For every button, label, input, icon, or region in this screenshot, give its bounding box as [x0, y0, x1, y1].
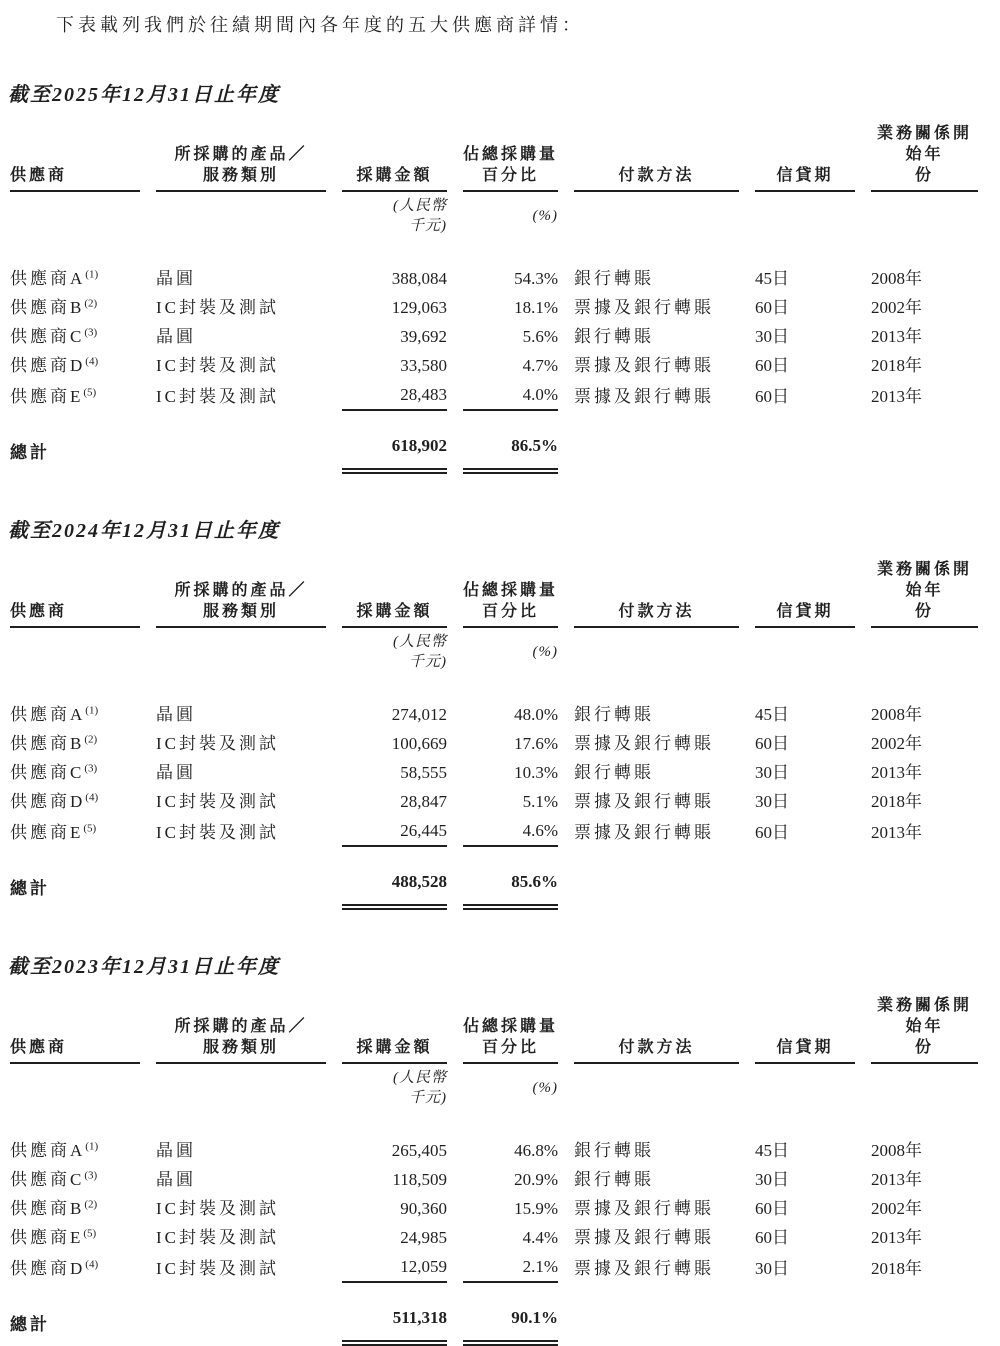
- intro-paragraph: 下表載列我們於往績期間內各年度的五大供應商詳情：: [56, 15, 584, 35]
- supplier-name: 供應商E: [10, 1228, 84, 1247]
- total-percentage: 90.1%: [463, 1299, 558, 1346]
- supplier-cell: [10, 787, 140, 816]
- sections-container: [0, 78, 1000, 1346]
- footnote-marker: (2): [84, 1198, 98, 1211]
- year-cell: 2013年: [871, 1228, 922, 1247]
- col-header-credit-label: 信貸期: [776, 167, 834, 184]
- suppliers-table: [0, 995, 994, 1346]
- category-cell: IC封裝及測試: [156, 298, 279, 317]
- footnote-marker: (4): [85, 355, 99, 368]
- spacer-row: [10, 236, 978, 264]
- footnote-marker: (2): [84, 297, 98, 310]
- year-cell: 2018年: [871, 356, 922, 375]
- supplier-cell: [10, 729, 140, 758]
- amount-unit: [342, 192, 447, 236]
- year-cell: 2002年: [871, 298, 922, 317]
- col-header-amount: [342, 995, 447, 1064]
- col-header-payment: [574, 995, 739, 1064]
- year-section: [0, 514, 1000, 910]
- footnote-marker: (1): [85, 268, 99, 281]
- percentage-cell: 17.6%: [514, 734, 558, 753]
- supplier-cell: [10, 1252, 140, 1283]
- supplier-row: [10, 816, 978, 847]
- supplier-cell: [10, 351, 140, 380]
- category-cell: 晶圓: [156, 763, 196, 782]
- supplier-row: [10, 758, 978, 787]
- col-header-credit: [755, 123, 855, 192]
- footnote-marker: (3): [84, 326, 98, 339]
- total-row: [10, 1299, 978, 1346]
- footnote-marker: (5): [83, 822, 97, 835]
- payment-cell: 票據及銀行轉賬: [574, 387, 714, 406]
- supplier-cell: [10, 380, 140, 411]
- credit-cell: 60日: [755, 298, 789, 317]
- supplier-row: [10, 787, 978, 816]
- amount-unit-line2: 千元): [409, 218, 447, 234]
- total-amount: 488,528: [342, 863, 447, 910]
- col-header-credit-label: 信貸期: [776, 603, 834, 620]
- year-cell: 2018年: [871, 792, 922, 811]
- amount-cell: 33,580: [400, 356, 447, 375]
- col-header-percentage: [463, 559, 558, 628]
- col-header-start-year-line1: 業務關係開始年: [876, 997, 972, 1035]
- col-header-percentage-line1: 佔總採購量: [463, 1018, 559, 1035]
- col-header-supplier: [10, 123, 140, 192]
- col-header-payment-label: 付款方法: [618, 167, 695, 184]
- supplier-row: [10, 1165, 978, 1194]
- supplier-rows: [10, 700, 978, 847]
- payment-cell: 銀行轉賬: [574, 705, 654, 724]
- year-cell: 2018年: [871, 1259, 922, 1278]
- supplier-row: [10, 1252, 978, 1283]
- amount-cell: 26,445: [342, 816, 447, 847]
- col-header-supplier: [10, 559, 140, 628]
- amount-unit-line1: (人民幣: [393, 198, 447, 214]
- percentage-cell: 4.7%: [522, 356, 558, 375]
- col-header-supplier-label: 供應商: [10, 167, 68, 184]
- credit-cell: 30日: [755, 1259, 789, 1278]
- year-cell: 2008年: [871, 705, 922, 724]
- spacer-row: [10, 847, 978, 863]
- amount-unit-line2: 千元): [409, 654, 447, 670]
- supplier-cell: [10, 1223, 140, 1252]
- credit-cell: 60日: [755, 823, 789, 842]
- year-cell: 2008年: [871, 1141, 922, 1160]
- amount-cell: 24,985: [400, 1228, 447, 1247]
- supplier-name: 供應商E: [10, 823, 84, 842]
- supplier-row: [10, 1136, 978, 1165]
- credit-cell: 30日: [755, 792, 789, 811]
- amount-unit-line2: 千元): [409, 1090, 447, 1106]
- payment-cell: 票據及銀行轉賬: [574, 298, 714, 317]
- supplier-row: [10, 322, 978, 351]
- spacer-row: [10, 1283, 978, 1299]
- footnote-marker: (5): [83, 1227, 97, 1240]
- supplier-cell: [10, 264, 140, 293]
- year-cell: 2013年: [871, 763, 922, 782]
- col-header-percentage: [463, 123, 558, 192]
- supplier-cell: [10, 816, 140, 847]
- total-label: 總計: [10, 879, 50, 898]
- supplier-name: 供應商C: [10, 1170, 85, 1189]
- footnote-marker: (4): [85, 791, 99, 804]
- supplier-name: 供應商D: [10, 792, 86, 811]
- units-row: [10, 628, 978, 672]
- section-title: 截至2024年12月31日止年度: [8, 520, 280, 542]
- table-header-row: [10, 123, 978, 192]
- col-header-start-year-line1: 業務關係開始年: [876, 561, 972, 599]
- percentage-cell: 4.4%: [522, 1228, 558, 1247]
- col-header-percentage-line2: 百分比: [481, 603, 539, 620]
- year-section: [0, 950, 1000, 1346]
- total-label: 總計: [10, 443, 50, 462]
- category-cell: 晶圓: [156, 1170, 196, 1189]
- amount-cell: 118,509: [392, 1170, 447, 1189]
- credit-cell: 45日: [755, 269, 789, 288]
- supplier-name: 供應商B: [10, 734, 85, 753]
- percentage-unit: (%): [532, 208, 558, 224]
- credit-cell: 30日: [755, 327, 789, 346]
- year-cell: 2013年: [871, 327, 922, 346]
- year-cell: 2002年: [871, 1199, 922, 1218]
- amount-cell: 28,847: [400, 792, 447, 811]
- payment-cell: 銀行轉賬: [574, 1141, 654, 1160]
- percentage-cell: 15.9%: [514, 1199, 558, 1218]
- col-header-supplier-label: 供應商: [10, 1039, 68, 1056]
- col-header-percentage-line1: 佔總採購量: [463, 582, 559, 599]
- supplier-row: [10, 1194, 978, 1223]
- units-row: [10, 1064, 978, 1108]
- year-cell: 2013年: [871, 387, 922, 406]
- total-percentage: 85.6%: [463, 863, 558, 910]
- section-title: 截至2025年12月31日止年度: [8, 84, 280, 106]
- payment-cell: 票據及銀行轉賬: [574, 1259, 714, 1278]
- supplier-name: 供應商B: [10, 298, 85, 317]
- total-row: [10, 863, 978, 910]
- amount-cell: 388,084: [391, 269, 447, 288]
- total-percentage: 86.5%: [463, 427, 558, 474]
- amount-cell: 274,012: [391, 705, 447, 724]
- category-cell: 晶圓: [156, 1141, 196, 1160]
- percentage-cell: 5.1%: [522, 792, 558, 811]
- total-section: [10, 411, 978, 474]
- percentage-cell: 10.3%: [514, 763, 558, 782]
- percentage-cell: 2.1%: [463, 1252, 558, 1283]
- col-header-payment: [574, 123, 739, 192]
- supplier-row: [10, 264, 978, 293]
- credit-cell: 45日: [755, 705, 789, 724]
- footnote-marker: (5): [83, 386, 97, 399]
- col-header-supplier-label: 供應商: [10, 603, 68, 620]
- section-title: 截至2023年12月31日止年度: [8, 956, 280, 978]
- payment-cell: 票據及銀行轉賬: [574, 734, 714, 753]
- total-section: [10, 1283, 978, 1346]
- category-cell: IC封裝及測試: [156, 356, 279, 375]
- spacer-row: [10, 411, 978, 427]
- amount-unit-line1: (人民幣: [393, 1070, 447, 1086]
- total-amount: 511,318: [342, 1299, 447, 1346]
- percentage-cell: 5.6%: [522, 327, 558, 346]
- payment-cell: 銀行轉賬: [574, 269, 654, 288]
- footnote-marker: (1): [85, 1140, 99, 1153]
- category-cell: 晶圓: [156, 705, 196, 724]
- category-cell: IC封裝及測試: [156, 734, 279, 753]
- footnote-marker: (3): [84, 1169, 98, 1182]
- year-section: [0, 78, 1000, 474]
- percentage-cell: 4.6%: [463, 816, 558, 847]
- units-row: [10, 192, 978, 236]
- col-header-payment-label: 付款方法: [618, 603, 695, 620]
- col-header-category-line2: 服務類別: [202, 1039, 279, 1056]
- category-cell: IC封裝及測試: [156, 387, 279, 406]
- col-header-credit: [755, 559, 855, 628]
- supplier-name: 供應商C: [10, 327, 85, 346]
- year-cell: 2013年: [871, 1170, 922, 1189]
- credit-cell: 60日: [755, 734, 789, 753]
- category-cell: IC封裝及測試: [156, 1259, 279, 1278]
- year-cell: 2013年: [871, 823, 922, 842]
- col-header-supplier: [10, 995, 140, 1064]
- col-header-category-line1: 所採購的產品／: [174, 1018, 308, 1035]
- payment-cell: 銀行轉賬: [574, 1170, 654, 1189]
- total-row: [10, 427, 978, 474]
- supplier-name: 供應商A: [10, 705, 86, 724]
- col-header-category-line2: 服務類別: [202, 603, 279, 620]
- supplier-cell: [10, 322, 140, 351]
- total-section: [10, 847, 978, 910]
- payment-cell: 票據及銀行轉賬: [574, 356, 714, 375]
- col-header-start-year-line2: 份: [914, 167, 934, 184]
- col-header-start-year-line2: 份: [914, 1039, 934, 1056]
- category-cell: 晶圓: [156, 327, 196, 346]
- total-label: 總計: [10, 1315, 50, 1334]
- year-cell: 2002年: [871, 734, 922, 753]
- payment-cell: 票據及銀行轉賬: [574, 792, 714, 811]
- col-header-category-line1: 所採購的產品／: [174, 582, 308, 599]
- spacer-row: [10, 1108, 978, 1136]
- col-header-credit: [755, 995, 855, 1064]
- amount-cell: 39,692: [400, 327, 447, 346]
- amount-unit: [342, 1064, 447, 1108]
- col-header-percentage-line2: 百分比: [481, 167, 539, 184]
- category-cell: IC封裝及測試: [156, 1228, 279, 1247]
- amount-cell: 28,483: [342, 380, 447, 411]
- table-header-row: [10, 995, 978, 1064]
- supplier-row: [10, 700, 978, 729]
- col-header-start-year: [871, 123, 978, 192]
- payment-cell: 票據及銀行轉賬: [574, 1199, 714, 1218]
- spacer-row: [10, 672, 978, 700]
- footnote-marker: (2): [84, 733, 98, 746]
- col-header-credit-label: 信貸期: [776, 1039, 834, 1056]
- col-header-amount-label: 採購金額: [356, 603, 433, 620]
- payment-cell: 銀行轉賬: [574, 327, 654, 346]
- credit-cell: 30日: [755, 1170, 789, 1189]
- col-header-category: [156, 559, 326, 628]
- category-cell: IC封裝及測試: [156, 1199, 279, 1218]
- payment-cell: 銀行轉賬: [574, 763, 654, 782]
- credit-cell: 60日: [755, 1228, 789, 1247]
- col-header-payment: [574, 559, 739, 628]
- percentage-unit: (%): [532, 1080, 558, 1096]
- percentage-cell: 54.3%: [514, 269, 558, 288]
- supplier-name: 供應商C: [10, 763, 85, 782]
- supplier-name: 供應商D: [10, 356, 86, 375]
- amount-cell: 58,555: [400, 763, 447, 782]
- col-header-start-year-line1: 業務關係開始年: [876, 125, 972, 163]
- footnote-marker: (3): [84, 762, 98, 775]
- col-header-amount-label: 採購金額: [356, 1039, 433, 1056]
- supplier-cell: [10, 700, 140, 729]
- percentage-cell: 18.1%: [514, 298, 558, 317]
- credit-cell: 60日: [755, 387, 789, 406]
- payment-cell: 票據及銀行轉賬: [574, 823, 714, 842]
- supplier-row: [10, 380, 978, 411]
- amount-cell: 100,669: [391, 734, 447, 753]
- payment-cell: 票據及銀行轉賬: [574, 1228, 714, 1247]
- col-header-percentage: [463, 995, 558, 1064]
- credit-cell: 30日: [755, 763, 789, 782]
- supplier-rows: [10, 1136, 978, 1283]
- col-header-category-line1: 所採購的產品／: [174, 146, 308, 163]
- col-header-start-year: [871, 995, 978, 1064]
- supplier-cell: [10, 293, 140, 322]
- percentage-cell: 46.8%: [514, 1141, 558, 1160]
- amount-unit-line1: (人民幣: [393, 634, 447, 650]
- credit-cell: 45日: [755, 1141, 789, 1160]
- amount-cell: 129,063: [391, 298, 447, 317]
- footnote-marker: (1): [85, 704, 99, 717]
- amount-cell: 265,405: [391, 1141, 447, 1160]
- col-header-category: [156, 995, 326, 1064]
- supplier-cell: [10, 1136, 140, 1165]
- col-header-percentage-line1: 佔總採購量: [463, 146, 559, 163]
- col-header-category-line2: 服務類別: [202, 167, 279, 184]
- suppliers-table: [0, 123, 994, 474]
- credit-cell: 60日: [755, 356, 789, 375]
- percentage-cell: 48.0%: [514, 705, 558, 724]
- category-cell: IC封裝及測試: [156, 792, 279, 811]
- supplier-cell: [10, 758, 140, 787]
- col-header-start-year-line2: 份: [914, 603, 934, 620]
- supplier-name: 供應商D: [10, 1259, 86, 1278]
- suppliers-table: [0, 559, 994, 910]
- col-header-payment-label: 付款方法: [618, 1039, 695, 1056]
- category-cell: IC封裝及測試: [156, 823, 279, 842]
- amount-cell: 90,360: [400, 1199, 447, 1218]
- supplier-name: 供應商E: [10, 387, 84, 406]
- supplier-cell: [10, 1165, 140, 1194]
- percentage-cell: 4.0%: [463, 380, 558, 411]
- supplier-row: [10, 729, 978, 758]
- year-cell: 2008年: [871, 269, 922, 288]
- supplier-row: [10, 1223, 978, 1252]
- col-header-amount: [342, 123, 447, 192]
- supplier-name: 供應商A: [10, 269, 86, 288]
- table-header-row: [10, 559, 978, 628]
- amount-unit: [342, 628, 447, 672]
- supplier-row: [10, 293, 978, 322]
- supplier-row: [10, 351, 978, 380]
- supplier-rows: [10, 264, 978, 411]
- percentage-cell: 20.9%: [514, 1170, 558, 1189]
- col-header-amount-label: 採購金額: [356, 167, 433, 184]
- amount-cell: 12,059: [342, 1252, 447, 1283]
- percentage-unit: (%): [532, 644, 558, 660]
- supplier-cell: [10, 1194, 140, 1223]
- col-header-start-year: [871, 559, 978, 628]
- total-amount: 618,902: [342, 427, 447, 474]
- col-header-percentage-line2: 百分比: [481, 1039, 539, 1056]
- supplier-name: 供應商B: [10, 1199, 85, 1218]
- category-cell: 晶圓: [156, 269, 196, 288]
- supplier-name: 供應商A: [10, 1141, 86, 1160]
- footnote-marker: (4): [85, 1258, 99, 1271]
- col-header-category: [156, 123, 326, 192]
- col-header-amount: [342, 559, 447, 628]
- credit-cell: 60日: [755, 1199, 789, 1218]
